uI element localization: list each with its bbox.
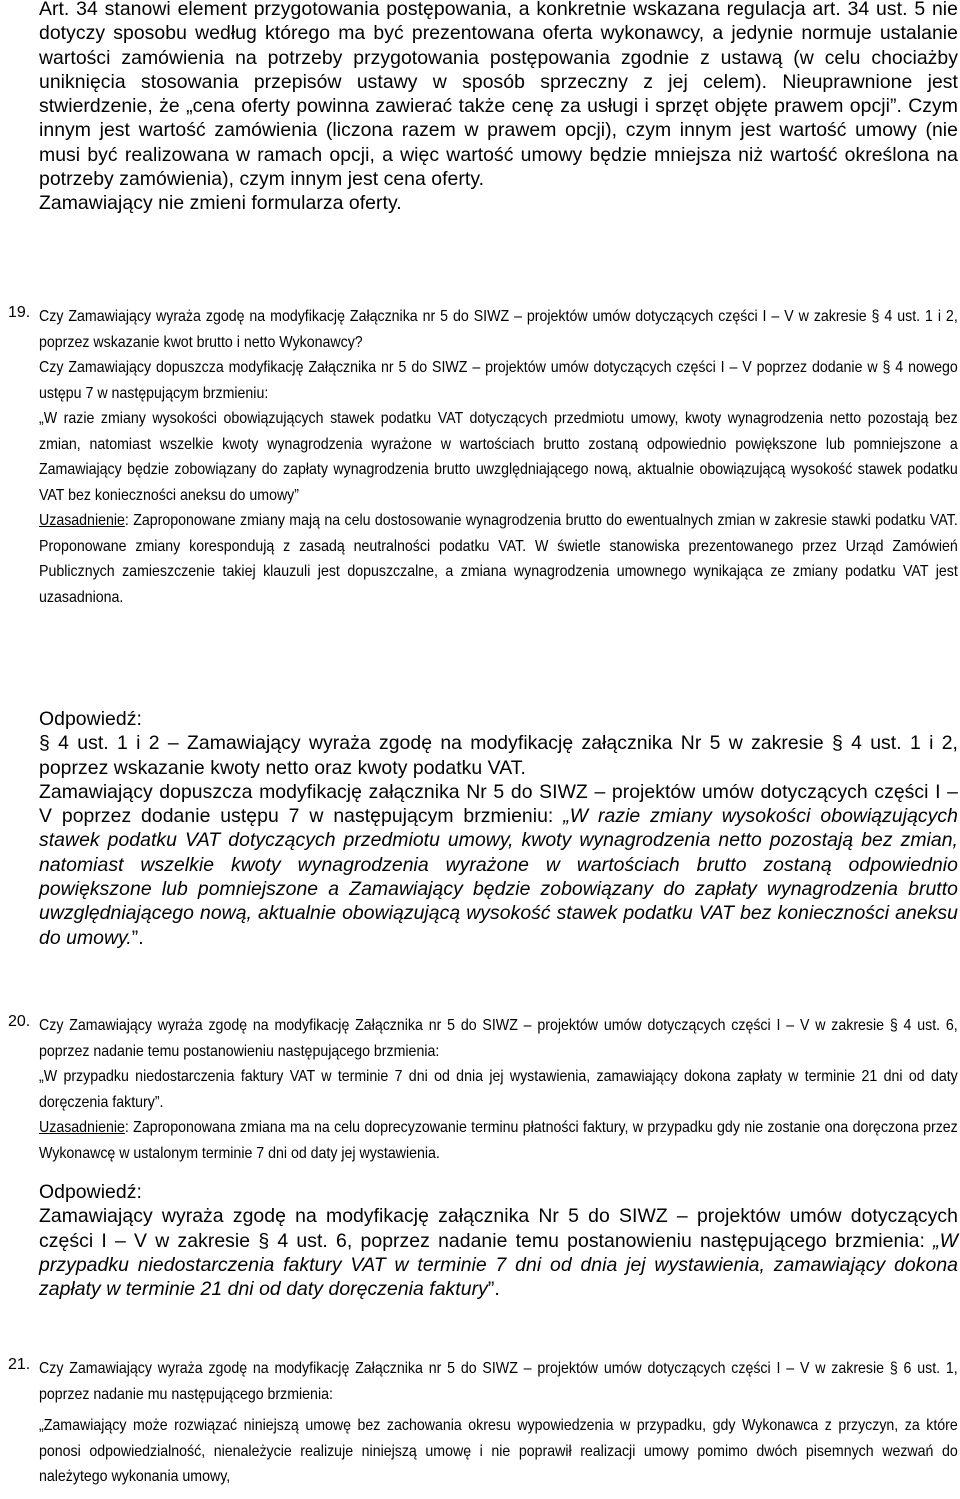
intro-paragraph: Art. 34 stanowi element przygotowania postępowania, a konkretnie wskazana regulacja art. 34 ust. 5 nie dotyczy sposobu według którego ma być prezentowana oferta wykonawcy, a jedynie normuje ustalanie wartości zamówienia na potrzeby przygotowania postępowania zgodnie z ustawą (w celu chociażby uniknięcia stosowania przepisów ustawy w sposób sprzeczny z jej celem). Nieuprawnione jest stwierdzenie, że „cena oferty powinna zawierać także cenę za usługi i sprzęt objęte prawem opcji”. Czym innym jest wartość zamówienia (liczona razem w prawem opcji), czym innym jest wartość umowy (nie musi być realizowana w ramach opcji, a więc wartość umowy będzie mniejsza niż wartość określona na potrzeby zamówienia), czym innym jest cena oferty.	[39, 0, 958, 191]
answer-20-label: Odpowiedź:	[39, 1181, 142, 1203]
answer-19-paragraph-2	[39, 780, 958, 950]
answer-19-block	[39, 707, 958, 950]
question-number-21: 21.	[8, 1356, 31, 1373]
answer-20-paragraph	[39, 1204, 958, 1301]
question-21-text: Czy Zamawiający wyraża zgodę na modyfikację Załącznika nr 5 do SIWZ – projektów umów dotyczących części I – V w zakresie § 6 ust. 1, poprzez nadanie mu następującego brzmienia:	[39, 1360, 958, 1403]
question-20-quote: „W przypadku niedostarczenia faktury VAT w terminie 7 dni od dnia jej wystawienia, zamawiający dokona zapłaty w terminie 21 dni od daty doręczenia faktury”.	[39, 1068, 958, 1111]
question-20-justification	[39, 1115, 958, 1166]
question-21-block	[39, 1356, 958, 1490]
question-number-19: 19.	[8, 304, 31, 321]
question-19-text-2: Czy Zamawiający dopuszcza modyfikację Załącznika nr 5 do SIWZ – projektów umów dotyczących części I – V poprzez dodanie w § 4 nowego ustępu 7 w następującym brzmieniu:	[39, 359, 958, 402]
question-19-justification	[39, 508, 958, 610]
question-19-quote: „W razie zmiany wysokości obowiązujących stawek podatku VAT dotyczących przedmiotu umowy, kwoty wynagrodzenia netto pozostają bez zmian, natomiast wszelkie kwoty wynagrodzenia wyrażone w wartościach brutto zostaną odpowiednio powiększone lub pomniejszone a Zamawiający będzie zobowiązany do zapłaty wynagrodzenia brutto uwzględniającego nową, aktualnie obowiązującą wysokość stawek podatku VAT bez konieczności aneksu do umowy”	[39, 410, 958, 504]
question-19-text: Czy Zamawiający wyraża zgodę na modyfikację Załącznika nr 5 do SIWZ – projektów umów dotyczących części I – V w zakresie § 4 ust. 1 i 2, poprzez wskazanie kwot brutto i netto Wykonawcy?	[39, 308, 958, 351]
answer-19-lead: Zamawiający dopuszcza modyfikację załącznika Nr 5 do SIWZ – projektów umów dotyczących części I – V poprzez dodanie ustępu 7 w następującym brzmieniu:	[39, 780, 958, 828]
answer-20-quote: „W przypadku niedostarczenia faktury VAT w terminie 7 dni od dnia jej wystawienia, zamawiający dokona zapłaty w terminie 21 dni od daty doręczenia faktury	[39, 1229, 958, 1301]
question-19-block	[39, 304, 958, 610]
question-20-text: Czy Zamawiający wyraża zgodę na modyfikację Załącznika nr 5 do SIWZ – projektów umów dotyczących części I – V w zakresie § 4 ust. 6, poprzez nadanie temu postanowieniu następującego brzmienia:	[39, 1017, 958, 1060]
justification-text: : Zaproponowana zmiana ma na celu doprecyzowanie terminu płatności faktury, w przypadku gdy nie zostanie ona doręczona przez Wykonawcę w ustalonym terminie 7 dni od daty jej wystawienia.	[39, 1119, 958, 1162]
answer-20-end: ”.	[487, 1278, 500, 1301]
intro-final-statement: Zamawiający nie zmieni formularza oferty.	[39, 192, 402, 215]
justification-text: : Zaproponowane zmiany mają na celu dostosowanie wynagrodzenia brutto do ewentualnych zmian w zakresie stawki podatku VAT. Proponowane zmiany korespondują z zasadą neutralności podatku VAT. W świetle stanowiska prezentowanego przez Urząd Zamówień Publicznych zamieszczenie takiej klauzuli jest dopuszczalne, a zmiana wynagrodzenia umownego wynikająca ze zmiany podatku VAT jest uzasadniona.	[39, 512, 958, 606]
answer-19-end: ”.	[131, 926, 144, 949]
answer-19-quote: „W razie zmiany wysokości obowiązujących stawek podatku VAT dotyczących przedmiotu umowy, kwoty wynagrodzenia netto pozostają bez zmian, natomiast wszelkie kwoty wynagrodzenia wyrażone w wartościach brutto zostaną odpowiednio powiększone lub pomniejszone a Zamawiający będzie zobowiązany do zapłaty wynagrodzenia brutto uwzględniającego nową, aktualnie obowiązującą wysokość stawek podatku VAT bez konieczności aneksu do umowy.	[39, 805, 958, 949]
question-20-narrow-wrap	[39, 1013, 958, 1166]
question-21-quote: „Zamawiający może rozwiązać niniejszą umowę bez zachowania okresu wypowiedzenia w przypadku, gdy Wykonawca z przyczyn, za które ponosi odpowiedzialność, nienależycie realizuje niniejszą umowę i nie poprawił realizacji umowy pomimo dwóch pisemnych wezwań do należytego wykonania umowy,	[39, 1417, 958, 1485]
justification-label: Uzasadnienie	[39, 1119, 125, 1136]
justification-label: Uzasadnienie	[39, 512, 125, 529]
intro-block	[39, 0, 958, 216]
answer-19-paragraph-1: § 4 ust. 1 i 2 – Zamawiający wyraża zgodę na modyfikację załącznika Nr 5 w zakresie § 4 ust. 1 i 2, poprzez wskazanie kwoty netto oraz kwoty podatku VAT.	[39, 732, 958, 779]
question-19-narrow-wrap	[39, 304, 958, 610]
question-number-20: 20.	[8, 1013, 31, 1030]
answer-19-label: Odpowiedź:	[39, 708, 142, 730]
question-21-narrow-wrap	[39, 1356, 958, 1490]
answer-20-lead: Zamawiający wyraża zgodę na modyfikację załącznika Nr 5 do SIWZ – projektów umów dotyczących części I – V w zakresie § 4 ust. 6, poprzez nadanie temu postanowieniu następującego brzmienia:	[39, 1205, 958, 1252]
answer-20-block	[39, 1180, 958, 1301]
question-20-block	[39, 1013, 958, 1166]
